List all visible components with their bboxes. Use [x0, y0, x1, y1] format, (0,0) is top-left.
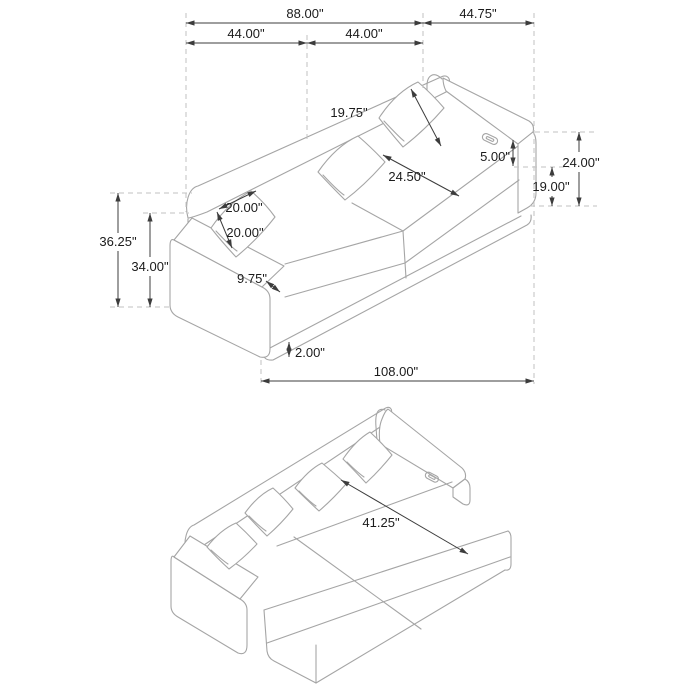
bed-backrest [185, 407, 392, 553]
dim-label-back-height: 34.00" [131, 259, 169, 274]
base-bottom-edge [263, 215, 531, 360]
dim-label-arm-height: 24.00" [562, 155, 600, 170]
dim-label-overall-height: 36.25" [99, 234, 137, 249]
dim-label-back-cushion: 19.75" [330, 105, 368, 120]
bed-seam-depthwise [294, 537, 421, 629]
base-top-edge [268, 216, 521, 349]
dim-label-pillow-width: 20.00" [225, 200, 263, 215]
dim-label-base-height: 2.00" [295, 345, 325, 360]
usb-port-icon [481, 132, 498, 145]
dim-label-seat-right: 44.00" [345, 26, 383, 41]
dim-label-seat-left: 44.00" [227, 26, 265, 41]
dimension-annotations-bed [341, 480, 468, 554]
dim-label-arm-width: 9.75" [237, 271, 267, 286]
dim-label-chaise-depth: 44.75" [459, 6, 497, 21]
dim-label-overall-length: 108.00" [373, 364, 419, 379]
bed-right-edge [505, 531, 511, 570]
seat-center-seam [352, 203, 406, 278]
dim-label-overall-width: 88.00" [286, 6, 324, 21]
dim-label-pillow-height: 20.00" [226, 225, 264, 240]
sofa-isometric-view [99, 6, 600, 384]
bed-bottom-edge [316, 570, 505, 683]
sofa-bed-isometric-view [171, 407, 511, 683]
bed-right-arm-top [379, 409, 465, 488]
dim-label-arm-above-seat: 5.00" [480, 149, 510, 164]
bed-front-left-edges [264, 610, 316, 683]
right-arm-outer [518, 132, 536, 213]
dim-label-seat-height: 19.00" [532, 179, 570, 194]
bed-platform [264, 482, 511, 683]
dim-label-seat-depth: 24.50" [388, 169, 426, 184]
seat-cushion-bottom-edge [285, 180, 519, 297]
dim-label-bed-depth: 41.25" [362, 515, 400, 530]
